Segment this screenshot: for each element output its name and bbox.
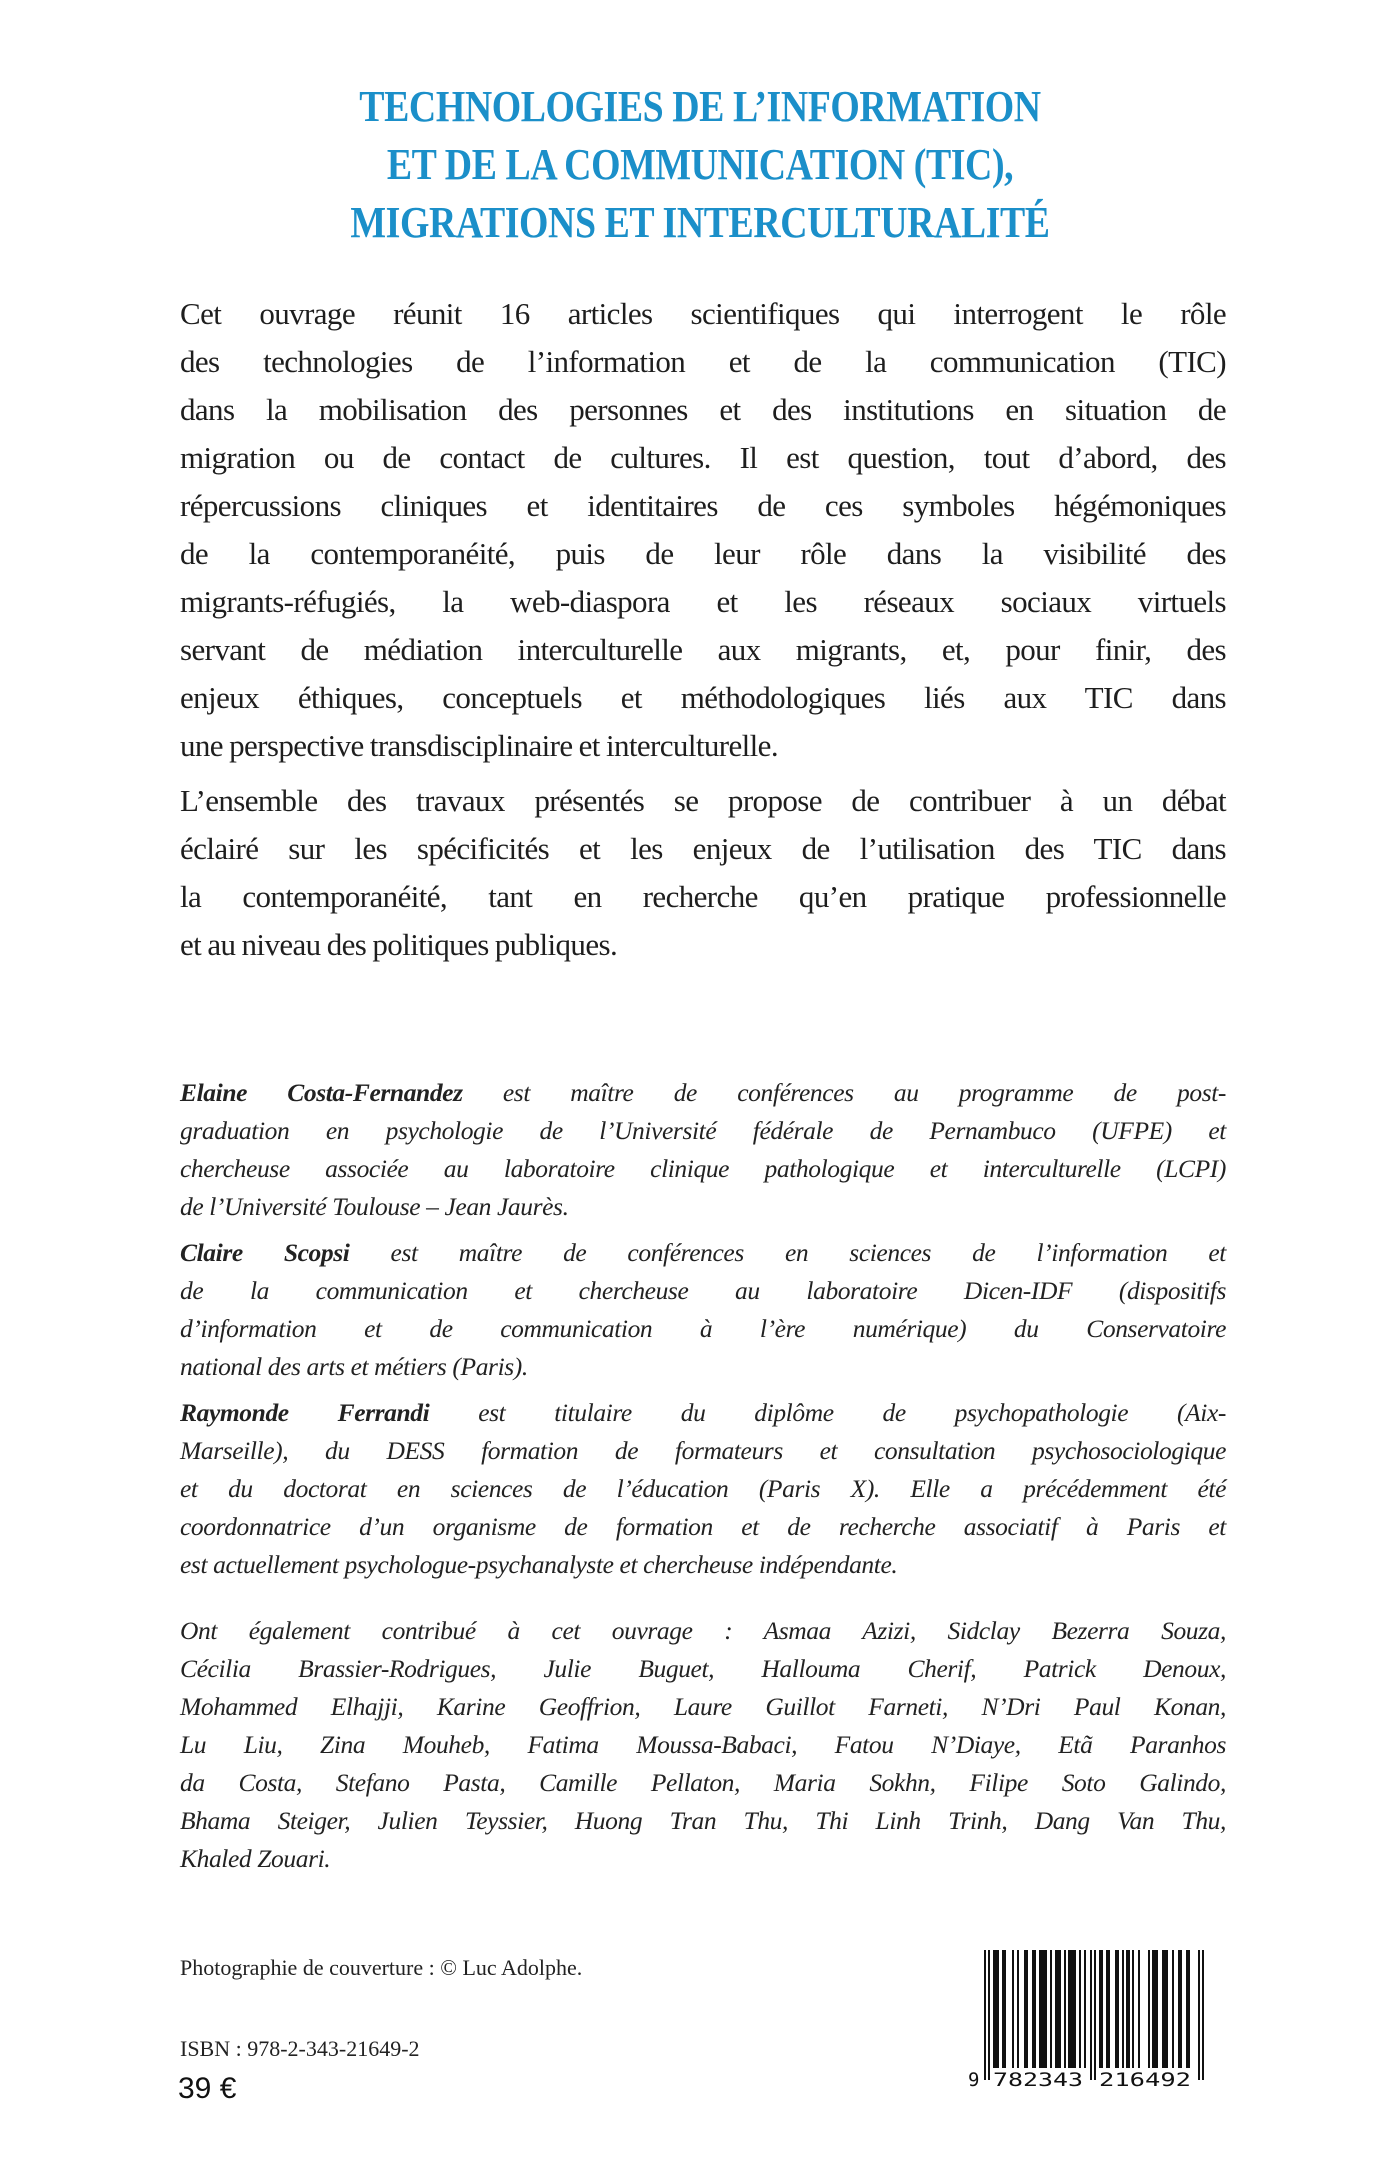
text-line: éclairé sur les spécificités et les enjeux de l’utilisation des TIC dans [180, 831, 1226, 866]
text-line: de la contemporanéité, puis de leur rôle dans la visibilité des [180, 536, 1226, 571]
barcode-digit-first: 9 [968, 2069, 980, 2091]
text-line: da Costa, Stefano Pasta, Camille Pellaton, Maria Sokhn, Filipe Soto Galindo, [180, 1768, 1226, 1797]
barcode-digits-left: 782343 [993, 2069, 1083, 2091]
text-line: enjeux éthiques, conceptuels et méthodologiques liés aux TIC dans [180, 680, 1226, 715]
author-bio-scopsi [180, 1234, 1226, 1386]
text-line: Cécilia Brassier-Rodrigues, Julie Buguet, Hallouma Cherif, Patrick Denoux, [180, 1654, 1226, 1683]
author-name: Claire Scopsi [180, 1238, 350, 1267]
bio-text: coordonnatrice d’un organisme de formation et de recherche associatif à Paris et [180, 1512, 1226, 1541]
author-bio-ferrandi [180, 1394, 1226, 1584]
author-name: Raymonde Ferrandi [180, 1398, 430, 1427]
bio-text: est maître de conférences au programme de post- [462, 1078, 1226, 1107]
author-bios [180, 1074, 1226, 1592]
author-bio-costa-fernandez [180, 1074, 1226, 1226]
text-line: Lu Liu, Zina Mouheb, Fatima Moussa-Babaci, Fatou N’Diaye, Etã Paranhos [180, 1730, 1226, 1759]
text-line: répercussions cliniques et identitaires de ces symboles hégémoniques [180, 488, 1226, 523]
text-line: Mohammed Elhajji, Karine Geoffrion, Laure Guillot Farneti, N’Dri Paul Konan, [180, 1692, 1226, 1721]
text-line: Ont également contribué à cet ouvrage : Asmaa Azizi, Sidclay Bezerra Souza, [180, 1616, 1226, 1645]
bio-text: est maître de conférences en sciences de l’information et [349, 1238, 1226, 1267]
author-name: Elaine Costa-Fernandez [180, 1078, 463, 1107]
text-line: migrants-réfugiés, la web-diaspora et les réseaux sociaux virtuels [180, 584, 1226, 619]
text-line: une perspective transdisciplinaire et interculturelle. [180, 728, 778, 763]
bio-text: et du doctorat en sciences de l’éducation (Paris X). Elle a précédemment été [180, 1474, 1226, 1503]
bio-text: de l’Université Toulouse – Jean Jaurès. [180, 1192, 569, 1221]
text-line: migration ou de contact de cultures. Il est question, tout d’abord, des [180, 440, 1226, 475]
text-line: servant de médiation interculturelle aux migrants, et, pour finir, des [180, 632, 1226, 667]
bio-text: est actuellement psychologue-psychanalyste et chercheuse indépendante. [180, 1550, 898, 1579]
summary-paragraph-1 [180, 290, 1226, 770]
title-line-2: ET DE LA COMMUNICATION (TIC), [386, 140, 1014, 189]
text-line: des technologies de l’information et de la communication (TIC) [180, 344, 1226, 379]
text-line: et au niveau des politiques publiques. [180, 927, 618, 962]
bio-text: est titulaire du diplôme de psychopathologie (Aix- [429, 1398, 1226, 1427]
bio-text: graduation en psychologie de l’Université fédérale de Pernambuco (UFPE) et [180, 1116, 1226, 1145]
text-line: Bhama Steiger, Julien Teyssier, Huong Tran Thu, Thi Linh Trinh, Dang Van Thu, [180, 1806, 1226, 1835]
isbn: ISBN : 978-2-343-21649-2 [180, 2036, 420, 2061]
summary-paragraph-2 [180, 777, 1226, 969]
book-title [98, 78, 1302, 252]
text-line: Cet ouvrage réunit 16 articles scientifiques qui interrogent le rôle [180, 296, 1226, 331]
bio-text: de la communication et chercheuse au laboratoire Dicen-IDF (dispositifs [180, 1276, 1226, 1305]
price: 39 € [178, 2072, 237, 2105]
title-line-1: TECHNOLOGIES DE L’INFORMATION [359, 82, 1041, 131]
title-line-3: MIGRATIONS ET INTERCULTURALITÉ [350, 198, 1050, 247]
bio-text: d’information et de communication à l’ère numérique) du Conservatoire [180, 1314, 1226, 1343]
contributors-list [180, 1612, 1226, 1878]
text-line: la contemporanéité, tant en recherche qu’en pratique professionnelle [180, 879, 1226, 914]
text-line: L’ensemble des travaux présentés se propose de contribuer à un débat [180, 783, 1226, 818]
bio-text: national des arts et métiers (Paris). [180, 1352, 528, 1381]
barcode-digits-right: 216492 [1099, 2069, 1191, 2091]
photo-credit: Photographie de couverture : © Luc Adolphe. [180, 1955, 583, 1980]
bio-text: chercheuse associée au laboratoire clinique pathologique et interculturelle (LCPI) [180, 1154, 1226, 1183]
text-line: dans la mobilisation des personnes et des institutions en situation de [180, 392, 1226, 427]
text-line: Khaled Zouari. [180, 1844, 331, 1873]
barcode-icon [968, 1946, 1220, 2096]
bio-text: Marseille), du DESS formation de formateurs et consultation psychosociologique [180, 1436, 1226, 1465]
